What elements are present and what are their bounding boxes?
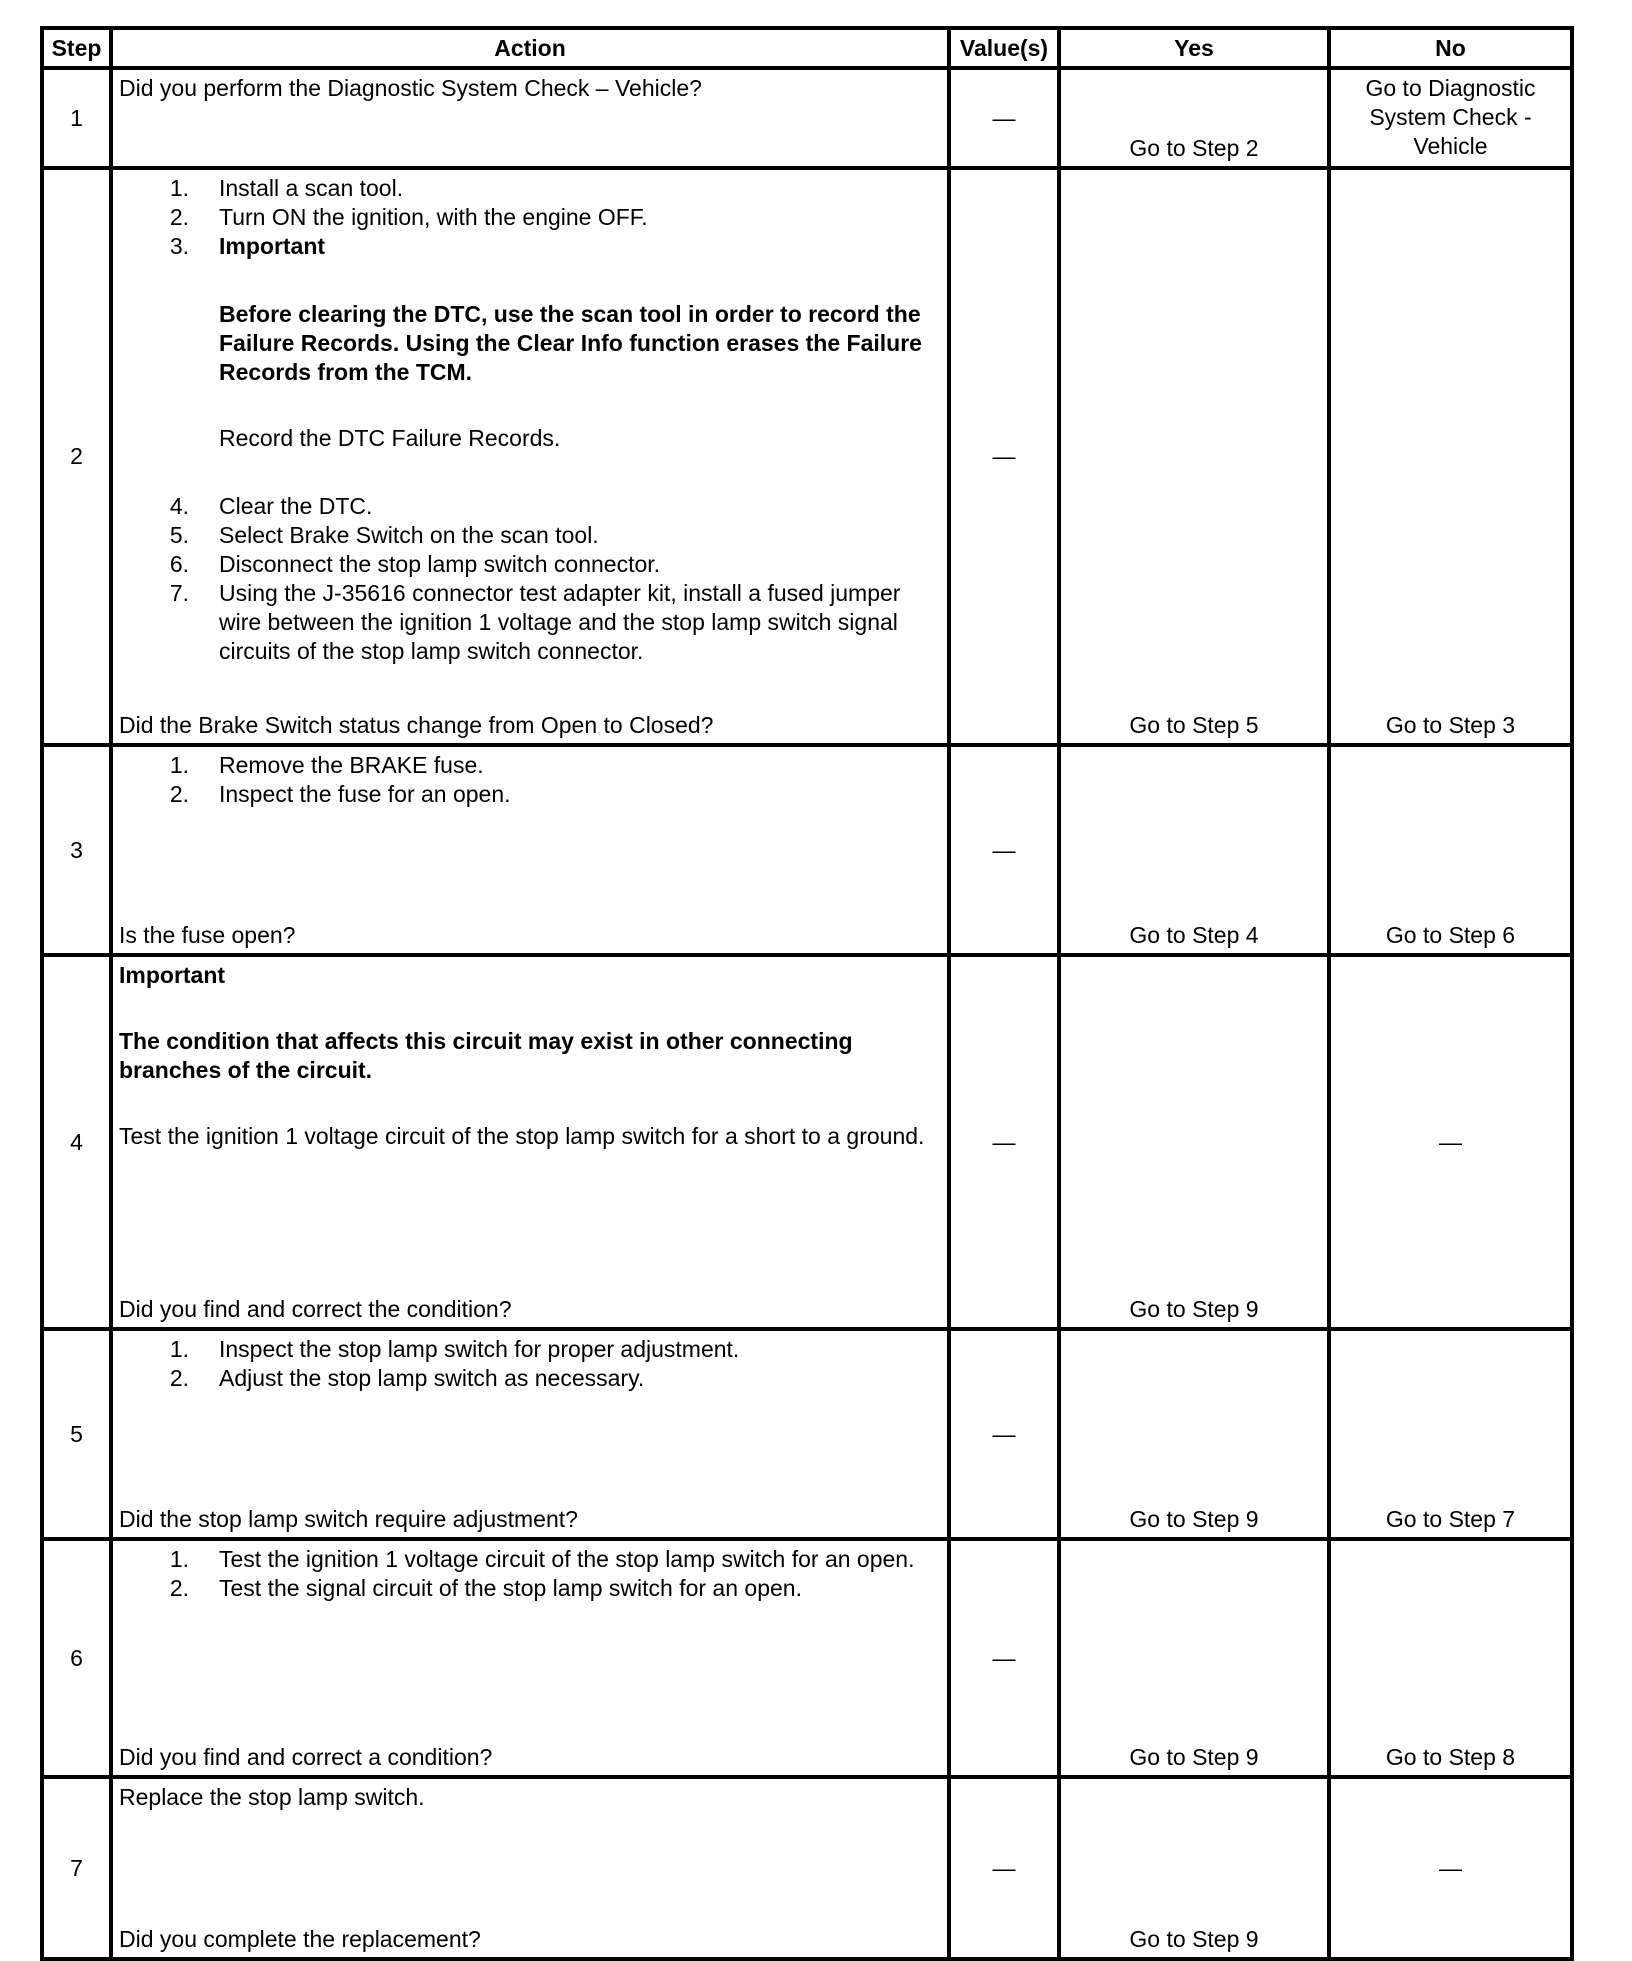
yes-text: Go to Step 9 bbox=[1129, 1296, 1259, 1322]
list-item bbox=[119, 1545, 943, 1574]
action-cell bbox=[111, 745, 949, 955]
item-number: 1. bbox=[169, 752, 189, 778]
instruction-list bbox=[119, 751, 943, 809]
list-item bbox=[119, 492, 943, 521]
item-number: 2. bbox=[169, 204, 189, 230]
important-note: Before clearing the DTC, use the scan tool in order to record the Failure Records. Using the Clear Info function erases the Failure Records from the TCM. bbox=[219, 301, 922, 385]
question-text: Did you find and correct a condition? bbox=[119, 1744, 493, 1770]
header-action: Action bbox=[111, 28, 949, 68]
table-row bbox=[42, 955, 1572, 1329]
important-label: Important bbox=[219, 233, 326, 259]
list-item bbox=[119, 579, 943, 666]
step-number: 3 bbox=[42, 745, 111, 955]
yes-cell bbox=[1059, 68, 1329, 168]
table-row bbox=[42, 1777, 1572, 1959]
list-item bbox=[119, 232, 943, 261]
action-cell bbox=[111, 168, 949, 745]
item-number: 2. bbox=[169, 781, 189, 807]
yes-cell bbox=[1059, 955, 1329, 1329]
action-cell bbox=[111, 1777, 949, 1959]
step-number: 6 bbox=[42, 1539, 111, 1777]
list-item bbox=[119, 521, 943, 550]
value-cell: — bbox=[949, 1539, 1059, 1777]
item-text: Test the signal circuit of the stop lamp switch for an open. bbox=[219, 1575, 802, 1601]
value-cell: — bbox=[949, 68, 1059, 168]
action-cell bbox=[111, 1329, 949, 1539]
item-number: 2. bbox=[169, 1365, 189, 1391]
item-number: 4. bbox=[169, 493, 189, 519]
value-cell: — bbox=[949, 168, 1059, 745]
item-number: 6. bbox=[169, 551, 189, 577]
important-label: Important bbox=[119, 962, 226, 988]
question-text: Did the Brake Switch status change from Open to Closed? bbox=[119, 712, 714, 738]
table-row bbox=[42, 68, 1572, 168]
instruction-list bbox=[119, 1335, 943, 1393]
list-item bbox=[119, 751, 943, 780]
no-text: Go to Step 3 bbox=[1385, 712, 1516, 738]
value-cell: — bbox=[949, 745, 1059, 955]
yes-text: Go to Step 9 bbox=[1129, 1744, 1259, 1770]
yes-text: Go to Step 9 bbox=[1129, 1506, 1259, 1532]
item-number: 1. bbox=[169, 1546, 189, 1572]
item-text: Test the ignition 1 voltage circuit of the stop lamp switch for an open. bbox=[219, 1546, 915, 1572]
item-number: 3. bbox=[169, 233, 189, 259]
step-number: 4 bbox=[42, 955, 111, 1329]
no-cell: — bbox=[1329, 1777, 1572, 1959]
question-text: Did you perform the Diagnostic System Check – Vehicle? bbox=[119, 75, 702, 101]
no-text: Go to Diagnostic System Check - Vehicle bbox=[1365, 75, 1536, 159]
step-number: 5 bbox=[42, 1329, 111, 1539]
item-text: Using the J-35616 connector test adapter kit, install a fused jumper wire between the ignition 1 voltage and the stop lamp switch signal circuits of the stop lamp switch connector. bbox=[219, 580, 901, 664]
header-step: Step bbox=[42, 28, 111, 68]
header-no: No bbox=[1329, 28, 1572, 68]
item-number: 1. bbox=[169, 1336, 189, 1362]
header-yes: Yes bbox=[1059, 28, 1329, 68]
item-text: Inspect the stop lamp switch for proper adjustment. bbox=[219, 1336, 740, 1362]
table-row bbox=[42, 745, 1572, 955]
table-row bbox=[42, 168, 1572, 745]
yes-cell bbox=[1059, 745, 1329, 955]
record-text: Record the DTC Failure Records. bbox=[219, 425, 561, 451]
no-text: Go to Step 6 bbox=[1385, 922, 1516, 948]
question-text: Did you find and correct the condition? bbox=[119, 1296, 512, 1322]
instruction-text: Replace the stop lamp switch. bbox=[119, 1784, 425, 1810]
question-text: Did you complete the replacement? bbox=[119, 1926, 481, 1952]
list-item bbox=[119, 1574, 943, 1603]
question-text: Did the stop lamp switch require adjustment? bbox=[119, 1506, 578, 1532]
item-number: 5. bbox=[169, 522, 189, 548]
item-text: Turn ON the ignition, with the engine OFF. bbox=[219, 204, 648, 230]
list-item bbox=[119, 203, 943, 232]
value-cell: — bbox=[949, 955, 1059, 1329]
step-number: 2 bbox=[42, 168, 111, 745]
item-text: Adjust the stop lamp switch as necessary. bbox=[219, 1365, 645, 1391]
instruction-list bbox=[119, 174, 943, 261]
value-cell: — bbox=[949, 1777, 1059, 1959]
list-item bbox=[119, 1364, 943, 1393]
yes-text: Go to Step 2 bbox=[1129, 135, 1259, 161]
no-cell bbox=[1329, 1539, 1572, 1777]
no-text: Go to Step 7 bbox=[1385, 1506, 1516, 1532]
action-cell bbox=[111, 1539, 949, 1777]
step-number: 1 bbox=[42, 68, 111, 168]
yes-text: Go to Step 9 bbox=[1129, 1926, 1259, 1952]
header-row bbox=[42, 28, 1572, 68]
action-cell bbox=[111, 955, 949, 1329]
list-item bbox=[119, 550, 943, 579]
yes-cell bbox=[1059, 168, 1329, 745]
diagnostic-table bbox=[40, 26, 1574, 1961]
item-number: 7. bbox=[169, 580, 189, 606]
item-number: 2. bbox=[169, 1575, 189, 1601]
no-cell bbox=[1329, 68, 1572, 168]
table-row bbox=[42, 1539, 1572, 1777]
yes-cell bbox=[1059, 1777, 1329, 1959]
instruction-text: Test the ignition 1 voltage circuit of the stop lamp switch for a short to a ground. bbox=[119, 1123, 925, 1149]
list-item bbox=[119, 1335, 943, 1364]
no-cell: — bbox=[1329, 955, 1572, 1329]
header-values: Value(s) bbox=[949, 28, 1059, 68]
step-number: 7 bbox=[42, 1777, 111, 1959]
yes-cell bbox=[1059, 1329, 1329, 1539]
item-text: Clear the DTC. bbox=[219, 493, 373, 519]
item-text: Remove the BRAKE fuse. bbox=[219, 752, 484, 778]
no-cell bbox=[1329, 745, 1572, 955]
instruction-list bbox=[119, 482, 943, 666]
item-text: Disconnect the stop lamp switch connector. bbox=[219, 551, 661, 577]
action-cell bbox=[111, 68, 949, 168]
item-text: Select Brake Switch on the scan tool. bbox=[219, 522, 599, 548]
list-item bbox=[119, 174, 943, 203]
table-row bbox=[42, 1329, 1572, 1539]
yes-text: Go to Step 4 bbox=[1129, 922, 1259, 948]
no-text: Go to Step 8 bbox=[1385, 1744, 1516, 1770]
item-text: Install a scan tool. bbox=[219, 175, 404, 201]
item-text: Inspect the fuse for an open. bbox=[219, 781, 511, 807]
item-number: 1. bbox=[169, 175, 189, 201]
no-cell bbox=[1329, 168, 1572, 745]
important-note: The condition that affects this circuit may exist in other connecting branches of the circuit. bbox=[119, 1028, 853, 1083]
value-cell: — bbox=[949, 1329, 1059, 1539]
instruction-list bbox=[119, 1545, 943, 1603]
list-item bbox=[119, 780, 943, 809]
question-text: Is the fuse open? bbox=[119, 922, 296, 948]
no-cell bbox=[1329, 1329, 1572, 1539]
yes-cell bbox=[1059, 1539, 1329, 1777]
yes-text: Go to Step 5 bbox=[1129, 712, 1259, 738]
